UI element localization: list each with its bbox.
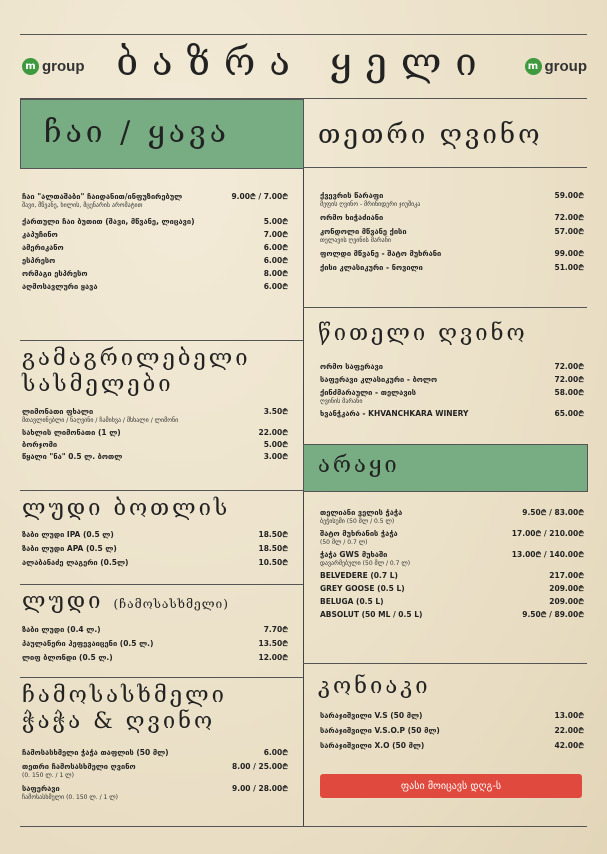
logo-mark: m xyxy=(22,58,39,75)
menu-item-note: მთავლინებლი / ნაღვინი / ჩამიხვა / მსხალი / ლიმონი xyxy=(22,417,179,424)
menu-item-label: სარაჯიშვილი V.S (50 მლ) xyxy=(320,711,423,720)
menu-item-note: თელავის ღვინის მარანი xyxy=(320,237,391,244)
menu-item-label: საფერავი კლასიკური - ბოლო xyxy=(320,375,438,384)
menu-item xyxy=(320,726,584,735)
page-title: ბაზრა ყელი xyxy=(116,40,491,84)
menu-item xyxy=(320,584,584,593)
section-divider xyxy=(20,677,303,678)
menu-item-price: 9.50₾ / 89.00₾ xyxy=(522,610,584,619)
menu-item xyxy=(320,711,584,720)
menu-item xyxy=(22,784,288,802)
menu-item xyxy=(22,192,288,210)
menu-item xyxy=(22,243,288,252)
menu-item xyxy=(320,610,584,619)
menu-item-price: 18.50₾ xyxy=(258,530,288,539)
soft-drinks-title: გამაგრილებელი სასმელები xyxy=(22,346,251,397)
menu-item xyxy=(22,269,288,278)
menu-item-name xyxy=(22,530,114,539)
menu-item-name xyxy=(320,584,405,593)
menu-item-label: სარაჯიშვილი X.O (50 მლ) xyxy=(320,741,425,750)
menu-item xyxy=(320,249,584,258)
menu-item-name xyxy=(22,243,64,252)
section-divider xyxy=(20,584,303,585)
menu-item-label: ამერიკანო xyxy=(22,243,64,252)
menu-item-price: 72.00₾ xyxy=(554,362,584,371)
menu-item-label: ესპრესო xyxy=(22,256,56,265)
menu-item-name xyxy=(22,428,121,437)
section-divider xyxy=(303,663,587,664)
menu-item-price: 72.00₾ xyxy=(554,213,584,222)
menu-item-name xyxy=(320,571,398,580)
menu-item xyxy=(320,529,584,547)
menu-item xyxy=(22,748,288,757)
menu-item-name xyxy=(22,639,153,648)
menu-item-price: 22.00₾ xyxy=(258,428,288,437)
menu-item-label: ქინძმარაული - თელავის xyxy=(320,388,417,397)
menu-item-label: ორმო საფერავი xyxy=(320,362,384,371)
menu-item xyxy=(320,597,584,606)
menu-item-price: 217.00₾ xyxy=(549,571,584,580)
menu-item-name xyxy=(22,748,169,757)
menu-item-label: კონდოლი მწვანე ქისი xyxy=(320,227,407,236)
draft-beer-title-suffix: (ჩამოსასხმელი) xyxy=(113,597,229,611)
menu-item-name xyxy=(320,726,440,735)
menu-item-name xyxy=(320,610,422,619)
menu-item-name xyxy=(22,440,57,449)
menu-item xyxy=(320,508,584,526)
menu-item-name xyxy=(22,282,98,291)
menu-item-price: 13.00₾ / 140.00₾ xyxy=(511,550,584,559)
menu-item-price: 42.00₾ xyxy=(554,741,584,750)
menu-item-price: 59.00₾ xyxy=(554,191,584,200)
menu-item-name xyxy=(22,407,178,425)
menu-item-label: ჭაჭა GWS მუხაში xyxy=(320,550,388,559)
menu-item-price: 72.00₾ xyxy=(554,375,584,384)
menu-item-name xyxy=(320,263,423,272)
logo-mark: m xyxy=(525,58,542,75)
menu-item-name xyxy=(320,508,402,526)
menu-item-price: 8.00 / 25.00₾ xyxy=(232,762,288,771)
menu-item-name xyxy=(22,625,101,634)
cognac-title: კონიაკი xyxy=(318,674,431,699)
spirits-title: არაყი xyxy=(318,453,400,478)
menu-item xyxy=(320,741,584,750)
menu-item-name xyxy=(320,529,398,547)
menu-item-label: შატო მუხრანის ჭაჭა xyxy=(320,529,398,538)
tea-coffee-title: ჩაი / ყავა xyxy=(44,115,230,150)
menu-item-name xyxy=(320,597,384,606)
menu-item-name xyxy=(22,256,55,265)
top-rule xyxy=(20,34,587,35)
menu-item-price: 12.00₾ xyxy=(258,653,288,662)
menu-item-price: 7.00₾ xyxy=(263,230,288,239)
menu-item-price: 209.00₾ xyxy=(549,584,584,593)
menu-item-name xyxy=(22,784,118,802)
bottom-rule xyxy=(20,826,587,827)
menu-item-name xyxy=(320,227,407,245)
menu-item-price: 13.50₾ xyxy=(258,639,288,648)
logo-text: group xyxy=(42,58,85,75)
menu-item-price: 57.00₾ xyxy=(554,227,584,236)
menu-item-note: დავარმებული (50 მლ / 0.7 ლ) xyxy=(320,560,411,567)
menu-item-label: ორმო ხიჭაძიანი xyxy=(320,213,384,222)
menu-item-label: ჩაი "ალთაშაბი" ჩაიდანით/ინფუზირებულ xyxy=(22,192,183,201)
menu-item-price: 9.50₾ / 83.00₾ xyxy=(522,508,584,517)
menu-item xyxy=(22,407,288,425)
menu-item-price: 99.00₾ xyxy=(554,249,584,258)
menu-item-price: 8.00₾ xyxy=(263,269,288,278)
menu-item-price: 18.50₾ xyxy=(258,544,288,553)
menu-item xyxy=(320,191,584,209)
menu-item xyxy=(22,282,288,291)
section-divider xyxy=(303,307,587,308)
menu-item xyxy=(320,550,584,568)
menu-item-price: 6.00₾ xyxy=(263,748,288,757)
menu-item-price: 209.00₾ xyxy=(549,597,584,606)
menu-item-name xyxy=(22,653,113,662)
menu-item-note: ბეჭისუმი (50 მლ / 0.5 ლ) xyxy=(320,518,395,525)
menu-item-price: 7.70₾ xyxy=(263,625,288,634)
menu-item-price: 6.00₾ xyxy=(263,256,288,265)
menu-item-label: სარაჯიშვილი V.S.O.P (50 მლ) xyxy=(320,726,440,735)
menu-item-price: 17.00₾ / 210.00₾ xyxy=(511,529,584,538)
menu-item-label: ორმაგი ესპრესო xyxy=(22,269,88,278)
menu-item-price: 13.00₾ xyxy=(554,711,584,720)
menu-item-price: 58.00₾ xyxy=(554,388,584,397)
menu-item-name xyxy=(320,362,383,371)
vat-included-badge: ფასი მოიცავს დღგ-ს xyxy=(320,774,582,798)
menu-item-name xyxy=(320,550,410,568)
menu-item-label: ჩამოსასხმელი ჭაჭა თაფლის (50 მლ) xyxy=(22,748,169,757)
menu-item-price: 3.50₾ xyxy=(263,407,288,416)
menu-item-label: ზაბი ლუდი APA (0.5 ლ) xyxy=(22,544,117,553)
menu-item-label: საფერავი xyxy=(22,784,60,793)
menu-item-label: ბორჯომი xyxy=(22,440,58,449)
menu-item xyxy=(22,558,288,567)
menu-item-label: აღმოსავლური ყავა xyxy=(22,282,98,291)
menu-item-label: ქართული ჩაი ბუთით (შავი, მწვანე, ლიცავი) xyxy=(22,217,195,226)
menu-item xyxy=(22,256,288,265)
menu-item-label: ფოლდი მწვანე - შატო მუხრანი xyxy=(320,249,442,258)
menu-item-label: პაულანერი ჰეფევაიცენი (0.5 ლ.) xyxy=(22,639,154,648)
menu-item-name xyxy=(22,269,87,278)
menu-item xyxy=(22,762,288,780)
menu-item-label: თეთრი ჩამოსასხმელი ღვინო xyxy=(22,762,136,771)
menu-item xyxy=(320,213,584,222)
menu-item-note: ღვინის მარანი xyxy=(320,398,363,405)
menu-item-name xyxy=(320,711,422,720)
menu-item xyxy=(22,452,288,461)
menu-item-label: წყალი "ნა" 0.5 ლ. ბოთლ xyxy=(22,452,123,461)
menu-item-label: ქვევრის წარაფი xyxy=(320,191,384,200)
menu-item-name xyxy=(320,409,468,418)
menu-item-price: 10.50₾ xyxy=(258,558,288,567)
menu-item-label: სახლის ლიმონათი (1 ლ) xyxy=(22,428,121,437)
section-divider xyxy=(20,490,303,491)
menu-item-note: (0. 150 ლ. / 1 ლ) xyxy=(22,772,74,779)
menu-item xyxy=(320,227,584,245)
menu-item-price: 65.00₾ xyxy=(554,409,584,418)
menu-item-name xyxy=(22,452,122,461)
menu-item-note: ჩამოსასხმელი (0. 150 ლ. / 1 ლ) xyxy=(22,794,118,801)
menu-item-label: ზაბი ლუდი (0.4 ლ.) xyxy=(22,625,101,634)
menu-item xyxy=(22,217,288,226)
menu-item xyxy=(22,440,288,449)
menu-item xyxy=(22,530,288,539)
menu-item-label: ლიმონათი ფხალი xyxy=(22,407,94,416)
menu-item-price: 5.00₾ xyxy=(263,440,288,449)
menu-item-name xyxy=(320,375,437,384)
menu-item xyxy=(22,625,288,634)
draft-wine-title: ჩამოსასხმელი ჭაჭა & ღვინო xyxy=(22,683,227,734)
menu-item-name xyxy=(22,230,58,239)
logo-text: group xyxy=(544,58,587,75)
menu-item xyxy=(22,428,288,437)
red-wine-title: წითელი ღვინო xyxy=(318,321,528,346)
menu-item-name xyxy=(22,762,136,780)
menu-item xyxy=(22,544,288,553)
menu-item xyxy=(320,571,584,580)
menu-item-price: 9.00 / 28.00₾ xyxy=(232,784,288,793)
menu-item-name xyxy=(22,217,195,226)
menu-item-label: BELVEDERE (0.7 L) xyxy=(320,571,398,580)
menu-item-label: ABSOLUT (50 ML / 0.5 L) xyxy=(320,610,423,619)
menu-item xyxy=(22,639,288,648)
menu-item-note: შავი, მწვანე, ხილის, მცენარის არომატით xyxy=(22,202,143,209)
section-divider xyxy=(20,340,303,341)
menu-item-label: ხვანჭკარა - KHVANCHKARA WINERY xyxy=(320,409,469,418)
menu-item xyxy=(320,388,584,406)
section-divider xyxy=(303,167,587,168)
menu-item-name xyxy=(22,544,117,553)
menu-item xyxy=(320,263,584,272)
menu-item-label: BELUGA (0.5 L) xyxy=(320,597,384,606)
menu-item-note: მეფის ღვინო - მრინიდერი ჯიუშიკა xyxy=(320,201,421,208)
menu-item-label: კაპუჩინო xyxy=(22,230,58,239)
menu-item-label: ლიფ ბლონდი (0.5 ლ.) xyxy=(22,653,113,662)
menu-item-price: 5.00₾ xyxy=(263,217,288,226)
white-wine-title: თეთრი ღვინო xyxy=(318,120,543,150)
menu-item-name xyxy=(320,741,424,750)
menu-item-name xyxy=(320,191,420,209)
menu-item-price: 3.00₾ xyxy=(263,452,288,461)
menu-item-name xyxy=(320,213,383,222)
menu-item xyxy=(320,409,584,418)
menu-item-price: 9.00₾ / 7.00₾ xyxy=(231,192,288,201)
menu-item-name xyxy=(22,558,128,567)
menu-item-label: ალაბანაძე ლაგერი (0.5ლ) xyxy=(22,558,129,567)
menu-item xyxy=(22,230,288,239)
menu-item-label: ზაბი ლუდი IPA (0.5 ლ) xyxy=(22,530,114,539)
menu-item-name xyxy=(22,192,182,210)
menu-item-price: 6.00₾ xyxy=(263,282,288,291)
draft-beer-title xyxy=(22,589,229,614)
draft-beer-title-main: ლუდი xyxy=(22,589,104,614)
menu-item-label: GREY GOOSE (0.5 L) xyxy=(320,584,405,593)
menu-item-price: 22.00₾ xyxy=(554,726,584,735)
menu-item xyxy=(22,653,288,662)
menu-item-price: 6.00₾ xyxy=(263,243,288,252)
menu-item xyxy=(320,375,584,384)
menu-item-label: თელიანი ველის ჭაჭა xyxy=(320,508,403,517)
menu-item-label: ქისი კლასიკური - ნოვილი xyxy=(320,263,423,272)
menu-item xyxy=(320,362,584,371)
menu-item-note: (50 მლ / 0.7 ლ) xyxy=(320,539,368,546)
menu-item-price: 51.00₾ xyxy=(554,263,584,272)
menu-item-name xyxy=(320,388,416,406)
menu-item-name xyxy=(320,249,441,258)
bottled-beer-title: ლუდი ბოთლის xyxy=(22,496,231,521)
